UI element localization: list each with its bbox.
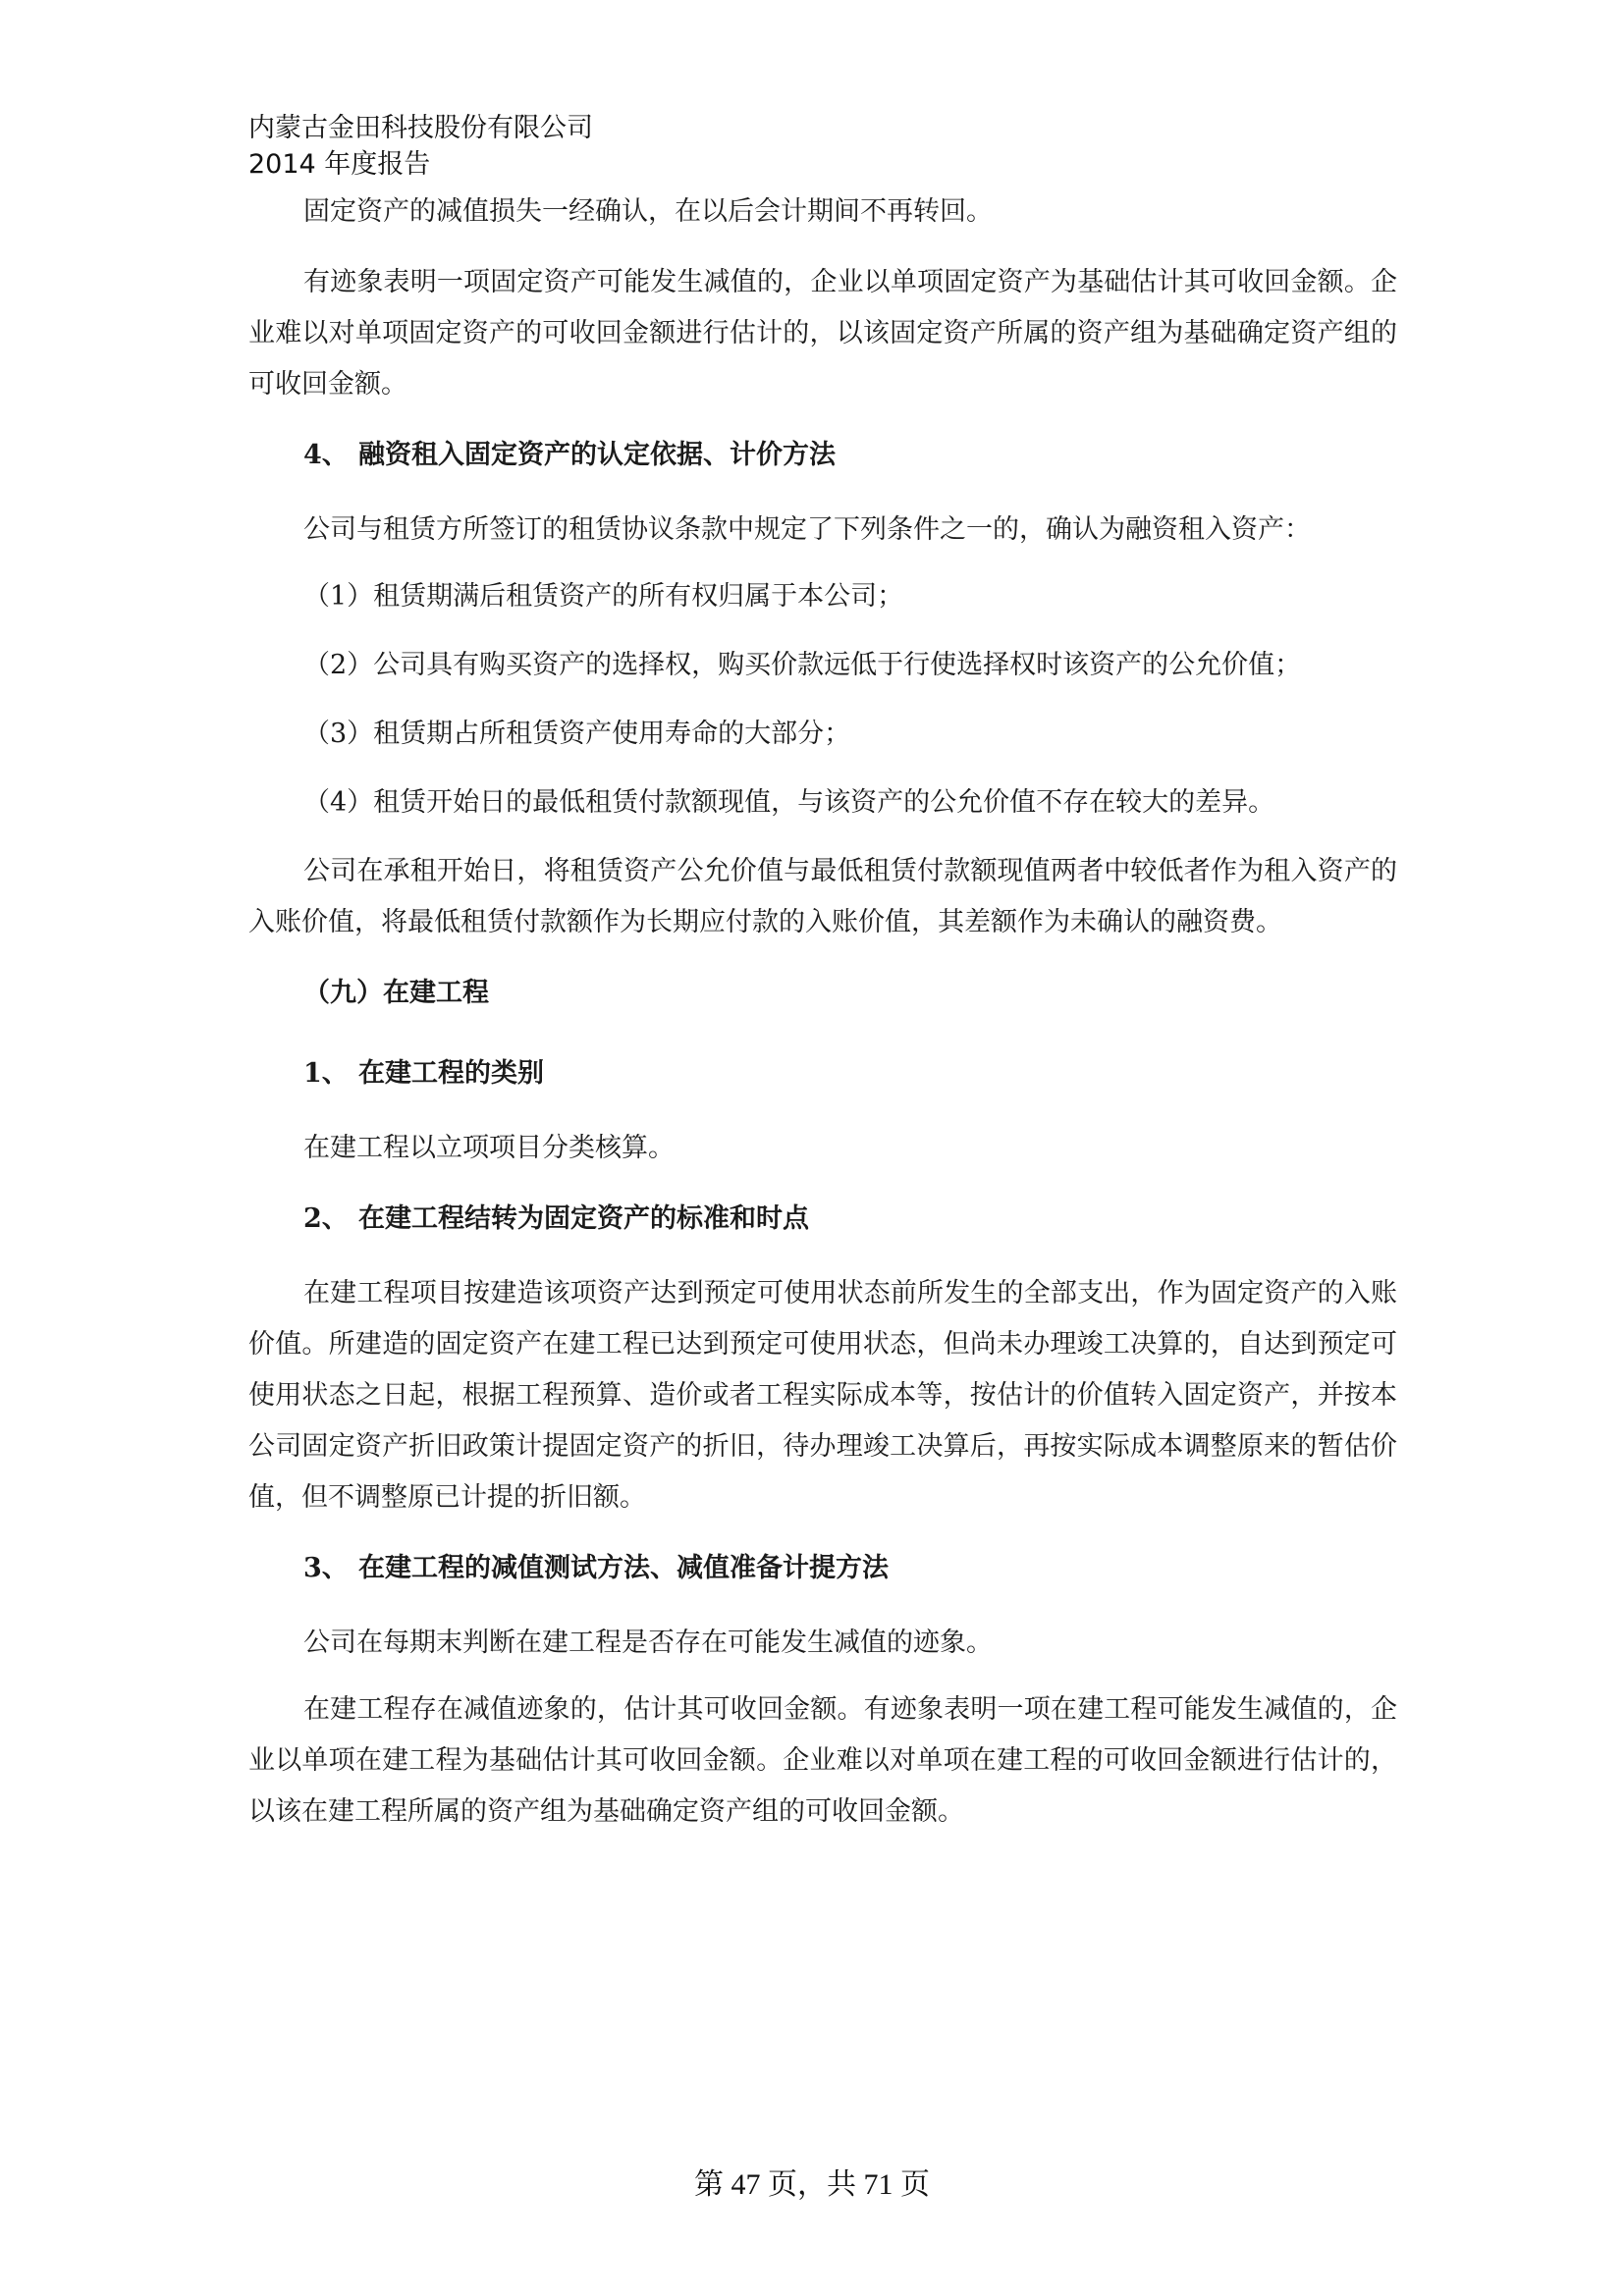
heading-number: 1、: [303, 1058, 349, 1089]
document-body: [248, 187, 1397, 1857]
company-name: 内蒙古金田科技股份有限公司: [248, 113, 593, 143]
list-item: （3）租赁期占所租赁资产使用寿命的大部分；: [303, 719, 851, 749]
heading-text: 融资租入固定资产的认定依据、计价方法: [358, 440, 836, 470]
paragraph-impairment-estimate: 在建工程存在减值迹象的，估计其可收回金额。有迹象表明一项在建工程可能发生减值的，企业以单项在建工程为基础估计其可收回金额。企业难以对单项在建工程的可收回金额进行估计的，以该在建工程所属的资产组为基础确定资产组的可收回金额。: [248, 1694, 1397, 1827]
list-item: （2）公司具有购买资产的选择权，购买价款远低于行使选择权时该资产的公允价值；: [303, 650, 1302, 680]
report-title: 2014 年度报告: [248, 149, 431, 180]
heading-finance-lease: [303, 430, 1397, 481]
paragraph-impairment-no-reversal: 固定资产的减值损失一经确认，在以后会计期间不再转回。: [303, 196, 993, 227]
page-header: [248, 110, 593, 183]
heading-text: 在建工程的减值测试方法、减值准备计提方法: [358, 1553, 889, 1583]
heading-transfer-criteria: [303, 1194, 1397, 1245]
paragraph-impairment-check: 公司在每期末判断在建工程是否存在可能发生减值的迹象。: [303, 1628, 993, 1658]
list-item: （4）租赁开始日的最低租赁付款额现值，与该资产的公允价值不存在较大的差异。: [303, 787, 1275, 818]
heading-text: 在建工程结转为固定资产的标准和时点: [358, 1203, 809, 1234]
heading-construction-category: [303, 1048, 1397, 1099]
paragraph-transfer: 在建工程项目按建造该项资产达到预定可使用状态前所发生的全部支出，作为固定资产的入账价值。所建造的固定资产在建工程已达到预定可使用状态，但尚未办理竣工决算的，自达到预定可使用状态之日起，根据工程预算、造价或者工程实际成本等，按估计的价值转入固定资产，并按本公司固定资产折旧政策计提固定资产的折旧，待办理竣工决算后，再按实际成本调整原来的暂估价值，但不调整原已计提的折旧额。: [248, 1278, 1397, 1513]
heading-number: 4、: [303, 440, 349, 470]
paragraph-lease-valuation: 公司在承租开始日，将租赁资产公允价值与最低租赁付款额现值两者中较低者作为租入资产的入账价值，将最低租赁付款额作为长期应付款的入账价值，其差额作为未确认的融资费。: [248, 856, 1397, 937]
heading-number: 2、: [303, 1203, 349, 1234]
paragraph-recoverable-amount: 有迹象表明一项固定资产可能发生减值的，企业以单项固定资产为基础估计其可收回金额。企业难以对单项固定资产的可收回金额进行估计的，以该固定资产所属的资产组为基础确定资产组的可收回金额。: [248, 267, 1397, 400]
heading-text: 在建工程的类别: [358, 1058, 544, 1089]
paragraph-lease-conditions: 公司与租赁方所签订的租赁协议条款中规定了下列条件之一的，确认为融资租入资产：: [303, 514, 1311, 545]
section-title-construction: （九）在建工程: [303, 978, 489, 1008]
list-item: （1）租赁期满后租赁资产的所有权归属于本公司；: [303, 581, 904, 612]
heading-impairment-test: [303, 1543, 1397, 1594]
heading-number: 3、: [303, 1553, 349, 1583]
paragraph-category: 在建工程以立项项目分类核算。: [303, 1133, 675, 1163]
page-number: 第 47 页，共 71 页: [694, 2168, 930, 2201]
